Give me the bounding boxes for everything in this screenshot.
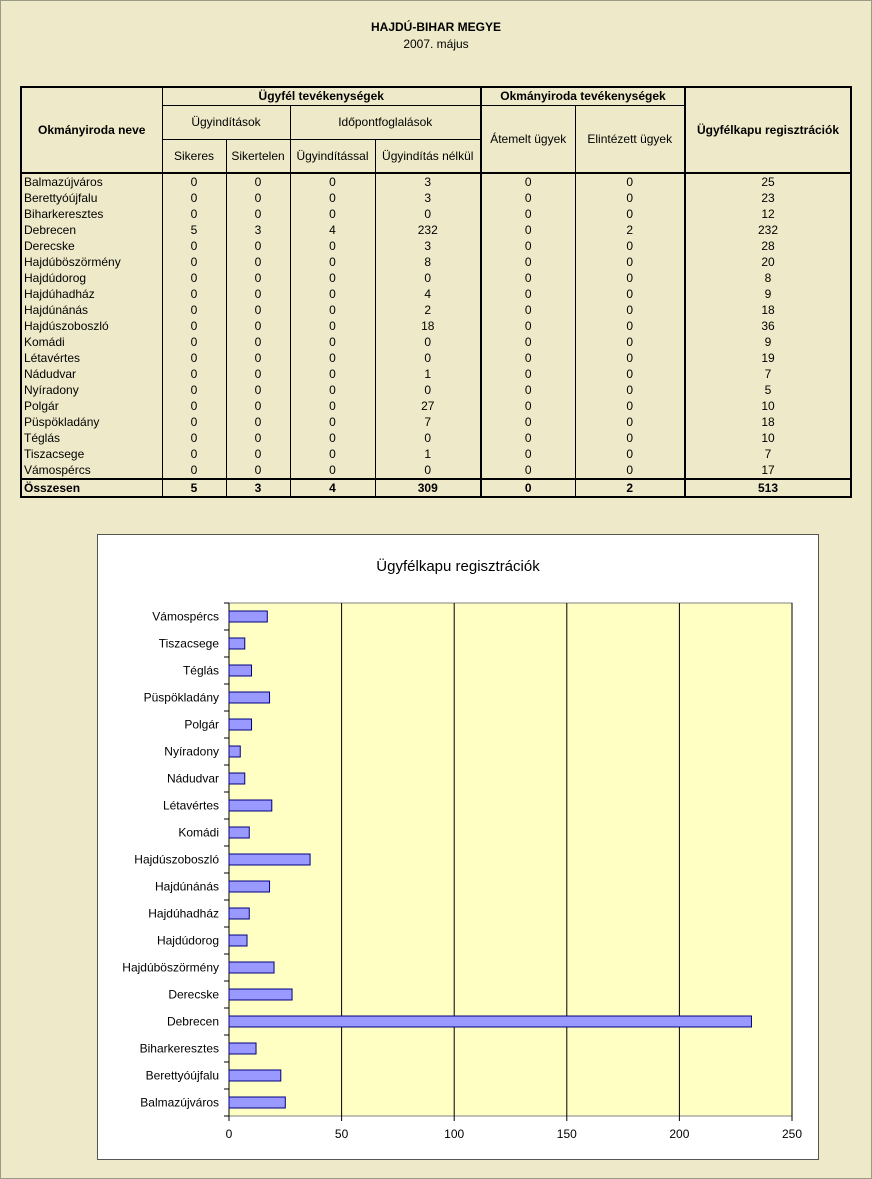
table-cell: 10 <box>685 398 851 414</box>
table-cell: 0 <box>226 318 290 334</box>
table-cell: 0 <box>226 430 290 446</box>
table-cell: 0 <box>575 414 685 430</box>
table-row <box>21 190 851 206</box>
table-row <box>21 254 851 270</box>
table-row <box>21 446 851 462</box>
office-name-cell: Biharkeresztes <box>21 206 162 222</box>
table-cell: 0 <box>162 414 226 430</box>
table-cell: 0 <box>375 430 481 446</box>
table-cell: 0 <box>226 190 290 206</box>
table-row <box>21 398 851 414</box>
table-cell: 232 <box>685 222 851 238</box>
bar <box>229 881 270 892</box>
table-cell: 0 <box>481 414 575 430</box>
table-cell: 0 <box>575 206 685 222</box>
table-cell: 18 <box>375 318 481 334</box>
table-cell: 0 <box>226 366 290 382</box>
table-cell: 0 <box>226 414 290 430</box>
table-cell: 0 <box>162 190 226 206</box>
table-cell: 19 <box>685 350 851 366</box>
table-cell: 0 <box>226 302 290 318</box>
table-cell: 23 <box>685 190 851 206</box>
bar <box>229 719 252 730</box>
category-label: Hajdúnánás <box>154 879 219 894</box>
page-subtitle: 2007. május <box>403 37 469 51</box>
table-cell: 0 <box>290 446 375 462</box>
table-cell: 0 <box>575 350 685 366</box>
table-cell: 0 <box>162 350 226 366</box>
bar <box>229 854 310 865</box>
table-cell: 27 <box>375 398 481 414</box>
table-cell: 10 <box>685 430 851 446</box>
table-cell: 0 <box>290 430 375 446</box>
office-name-cell: Tiszacsege <box>21 446 162 462</box>
category-label: Hajdúdorog <box>156 933 219 948</box>
table-cell: 0 <box>481 366 575 382</box>
header-elintezett: Elintézett ügyek <box>575 105 685 173</box>
table-cell: 36 <box>685 318 851 334</box>
table-row <box>21 302 851 318</box>
table-cell: 7 <box>685 366 851 382</box>
table-cell: 0 <box>290 414 375 430</box>
table-cell: 28 <box>685 238 851 254</box>
table-cell: 0 <box>481 270 575 286</box>
table-cell: 0 <box>162 286 226 302</box>
office-name-cell: Derecske <box>21 238 162 254</box>
table-cell: 0 <box>575 286 685 302</box>
table-cell: 0 <box>162 462 226 479</box>
table-row <box>21 334 851 350</box>
table-cell: 0 <box>162 382 226 398</box>
table-cell: 0 <box>481 382 575 398</box>
table-cell: 0 <box>575 398 685 414</box>
office-name-cell: Hajdúhadház <box>21 286 162 302</box>
table-cell: 0 <box>290 398 375 414</box>
table-cell: 0 <box>162 302 226 318</box>
x-tick-label: 100 <box>444 1127 465 1141</box>
header-office-name: Okmányiroda neve <box>21 87 162 173</box>
office-name-cell: Létavértes <box>21 350 162 366</box>
table-cell: 0 <box>575 270 685 286</box>
table-row <box>21 206 851 222</box>
table-cell: 0 <box>290 318 375 334</box>
table-cell: 0 <box>290 206 375 222</box>
header-idopontfoglalasok: Időpontfoglalások <box>290 105 481 139</box>
table-cell: 2 <box>575 222 685 238</box>
table-cell: 0 <box>575 462 685 479</box>
category-label: Vámospércs <box>152 609 219 624</box>
header-ugyinditasok: Ügyindítások <box>162 105 290 139</box>
category-label: Polgár <box>184 717 219 732</box>
total-cell: 0 <box>481 479 575 497</box>
table-cell: 0 <box>481 350 575 366</box>
table-cell: 0 <box>481 206 575 222</box>
table-row <box>21 238 851 254</box>
table-cell: 3 <box>375 173 481 190</box>
table-cell: 0 <box>575 318 685 334</box>
table-cell: 1 <box>375 366 481 382</box>
total-label: Összesen <box>21 479 162 497</box>
bar <box>229 692 270 703</box>
table-cell: 0 <box>481 286 575 302</box>
table-cell: 0 <box>290 334 375 350</box>
office-name-cell: Vámospércs <box>21 462 162 479</box>
table-cell: 0 <box>481 222 575 238</box>
total-row <box>21 479 851 497</box>
plot-area <box>229 603 792 1116</box>
table-row <box>21 286 851 302</box>
table-cell: 0 <box>162 238 226 254</box>
table-cell: 0 <box>575 366 685 382</box>
table-cell: 0 <box>162 254 226 270</box>
table-cell: 0 <box>375 382 481 398</box>
table-cell: 0 <box>481 190 575 206</box>
table-cell: 0 <box>226 462 290 479</box>
table-cell: 18 <box>685 414 851 430</box>
table-cell: 0 <box>481 318 575 334</box>
total-cell: 3 <box>226 479 290 497</box>
category-label: Derecske <box>168 987 219 1002</box>
table-cell: 0 <box>575 446 685 462</box>
table-cell: 7 <box>685 446 851 462</box>
office-name-cell: Debrecen <box>21 222 162 238</box>
table-cell: 0 <box>575 254 685 270</box>
table-cell: 0 <box>290 382 375 398</box>
table-cell: 0 <box>162 334 226 350</box>
table-cell: 5 <box>685 382 851 398</box>
table-cell: 0 <box>226 398 290 414</box>
table-cell: 0 <box>226 254 290 270</box>
header-ugyinditas-nelkul: Ügyindítás nélkül <box>375 139 481 173</box>
bar <box>229 827 249 838</box>
table-cell: 0 <box>290 302 375 318</box>
office-name-cell: Püspökladány <box>21 414 162 430</box>
header-atemelt: Átemelt ügyek <box>481 105 575 173</box>
x-tick-label: 150 <box>556 1127 577 1141</box>
office-name-cell: Nyíradony <box>21 382 162 398</box>
category-label: Hajdúhadház <box>148 906 219 921</box>
table-cell: 0 <box>290 238 375 254</box>
table-cell: 25 <box>685 173 851 190</box>
table-cell: 0 <box>481 430 575 446</box>
bar <box>229 1043 256 1054</box>
total-cell: 4 <box>290 479 375 497</box>
table-cell: 0 <box>575 382 685 398</box>
table-cell: 0 <box>290 350 375 366</box>
table-cell: 0 <box>226 446 290 462</box>
table-cell: 0 <box>481 238 575 254</box>
table-cell: 0 <box>375 462 481 479</box>
table-cell: 3 <box>226 222 290 238</box>
bar <box>229 773 245 784</box>
table-cell: 8 <box>375 254 481 270</box>
table-cell: 0 <box>481 462 575 479</box>
category-label: Nyíradony <box>164 744 219 759</box>
table-cell: 2 <box>375 302 481 318</box>
table-cell: 0 <box>162 206 226 222</box>
office-name-cell: Nádudvar <box>21 366 162 382</box>
table-cell: 0 <box>162 270 226 286</box>
table-cell: 0 <box>481 302 575 318</box>
table-row <box>21 462 851 479</box>
table-cell: 3 <box>375 238 481 254</box>
table-cell: 0 <box>162 366 226 382</box>
total-cell: 5 <box>162 479 226 497</box>
category-label: Téglás <box>182 663 219 678</box>
table-row <box>21 318 851 334</box>
page-title: HAJDÚ-BIHAR MEGYE <box>370 20 501 34</box>
table-cell: 0 <box>575 430 685 446</box>
total-cell: 513 <box>685 479 851 497</box>
office-name-cell: Polgár <box>21 398 162 414</box>
x-tick-label: 0 <box>225 1127 233 1141</box>
category-label: Komádi <box>178 825 219 840</box>
table-cell: 5 <box>162 222 226 238</box>
office-name-cell: Balmazújváros <box>21 173 162 190</box>
bar <box>229 1097 285 1108</box>
table-cell: 9 <box>685 286 851 302</box>
x-tick-label: 50 <box>334 1127 349 1141</box>
table-cell: 0 <box>575 334 685 350</box>
table-cell: 0 <box>162 430 226 446</box>
office-name-cell: Komádi <box>21 334 162 350</box>
table-cell: 0 <box>226 350 290 366</box>
table-cell: 0 <box>226 382 290 398</box>
bar-chart <box>98 535 818 1159</box>
bar <box>229 989 292 1000</box>
table-cell: 0 <box>481 334 575 350</box>
table-cell: 1 <box>375 446 481 462</box>
chart-title: Ügyfélkapu regisztrációk <box>376 558 540 575</box>
table-cell: 0 <box>290 366 375 382</box>
category-label: Biharkeresztes <box>139 1041 219 1056</box>
table-cell: 0 <box>226 206 290 222</box>
table-cell: 0 <box>162 398 226 414</box>
chart-container <box>97 534 819 1160</box>
table-cell: 9 <box>685 334 851 350</box>
table-row <box>21 366 851 382</box>
data-table <box>20 86 852 498</box>
table-cell: 3 <box>375 190 481 206</box>
table-row <box>21 222 851 238</box>
office-name-cell: Hajdúböszörmény <box>21 254 162 270</box>
total-cell: 2 <box>575 479 685 497</box>
table-cell: 4 <box>375 286 481 302</box>
bar <box>229 800 272 811</box>
table-cell: 0 <box>375 334 481 350</box>
table-cell: 0 <box>226 270 290 286</box>
table-cell: 0 <box>375 206 481 222</box>
category-label: Tiszacsege <box>158 636 219 651</box>
office-name-cell: Hajdúdorog <box>21 270 162 286</box>
table-row <box>21 382 851 398</box>
table-cell: 0 <box>226 238 290 254</box>
table-cell: 0 <box>162 446 226 462</box>
table-cell: 0 <box>290 270 375 286</box>
table-row <box>21 173 851 190</box>
table-cell: 0 <box>575 302 685 318</box>
category-label: Debrecen <box>166 1014 219 1029</box>
category-label: Hajdúszoboszló <box>134 852 219 867</box>
x-tick-label: 250 <box>781 1127 803 1141</box>
table-cell: 0 <box>226 173 290 190</box>
table-cell: 232 <box>375 222 481 238</box>
table-row <box>21 270 851 286</box>
table-cell: 0 <box>575 173 685 190</box>
table-cell: 0 <box>290 173 375 190</box>
bar <box>229 908 249 919</box>
table-cell: 0 <box>375 270 481 286</box>
header-office-activities: Okmányiroda tevékenységek <box>481 87 685 105</box>
category-label: Nádudvar <box>166 771 219 786</box>
table-cell: 0 <box>481 254 575 270</box>
table-cell: 0 <box>575 190 685 206</box>
header-ugyinditassal: Ügyindítással <box>290 139 375 173</box>
table-cell: 0 <box>481 398 575 414</box>
office-name-cell: Hajdúszoboszló <box>21 318 162 334</box>
table-cell: 0 <box>290 286 375 302</box>
bar <box>229 746 240 757</box>
table-row <box>21 350 851 366</box>
table-cell: 0 <box>226 286 290 302</box>
header-sikeres: Sikeres <box>162 139 226 173</box>
category-label: Balmazújváros <box>140 1095 219 1110</box>
category-label: Berettyóújfalu <box>145 1068 219 1083</box>
table-cell: 0 <box>290 190 375 206</box>
table-cell: 0 <box>575 238 685 254</box>
x-tick-label: 200 <box>669 1127 690 1141</box>
category-label: Hajdúböszörmény <box>122 960 219 975</box>
table-cell: 0 <box>375 350 481 366</box>
table-cell: 20 <box>685 254 851 270</box>
office-name-cell: Hajdúnánás <box>21 302 162 318</box>
bar <box>229 1016 751 1027</box>
table-cell: 4 <box>290 222 375 238</box>
table-cell: 0 <box>162 318 226 334</box>
table-cell: 17 <box>685 462 851 479</box>
table-cell: 0 <box>290 462 375 479</box>
table-row <box>21 414 851 430</box>
table-cell: 0 <box>226 334 290 350</box>
table-row <box>21 430 851 446</box>
table-cell: 0 <box>481 446 575 462</box>
category-label: Püspökladány <box>143 690 219 705</box>
table-cell: 8 <box>685 270 851 286</box>
header-client-activities: Ügyfél tevékenységek <box>162 87 481 105</box>
office-name-cell: Berettyóújfalu <box>21 190 162 206</box>
office-name-cell: Téglás <box>21 430 162 446</box>
header-registrations: Ügyfélkapu regisztrációk <box>685 87 851 173</box>
table-cell: 18 <box>685 302 851 318</box>
table-cell: 12 <box>685 206 851 222</box>
table-cell: 0 <box>481 173 575 190</box>
table-cell: 7 <box>375 414 481 430</box>
header-sikertelen: Sikertelen <box>226 139 290 173</box>
bar <box>229 611 267 622</box>
bar <box>229 638 245 649</box>
bar <box>229 962 274 973</box>
bar <box>229 665 252 676</box>
bar <box>229 1070 281 1081</box>
category-label: Létavértes <box>162 798 219 813</box>
table-cell: 0 <box>290 254 375 270</box>
table-cell: 0 <box>162 173 226 190</box>
total-cell: 309 <box>375 479 481 497</box>
bar <box>229 935 247 946</box>
